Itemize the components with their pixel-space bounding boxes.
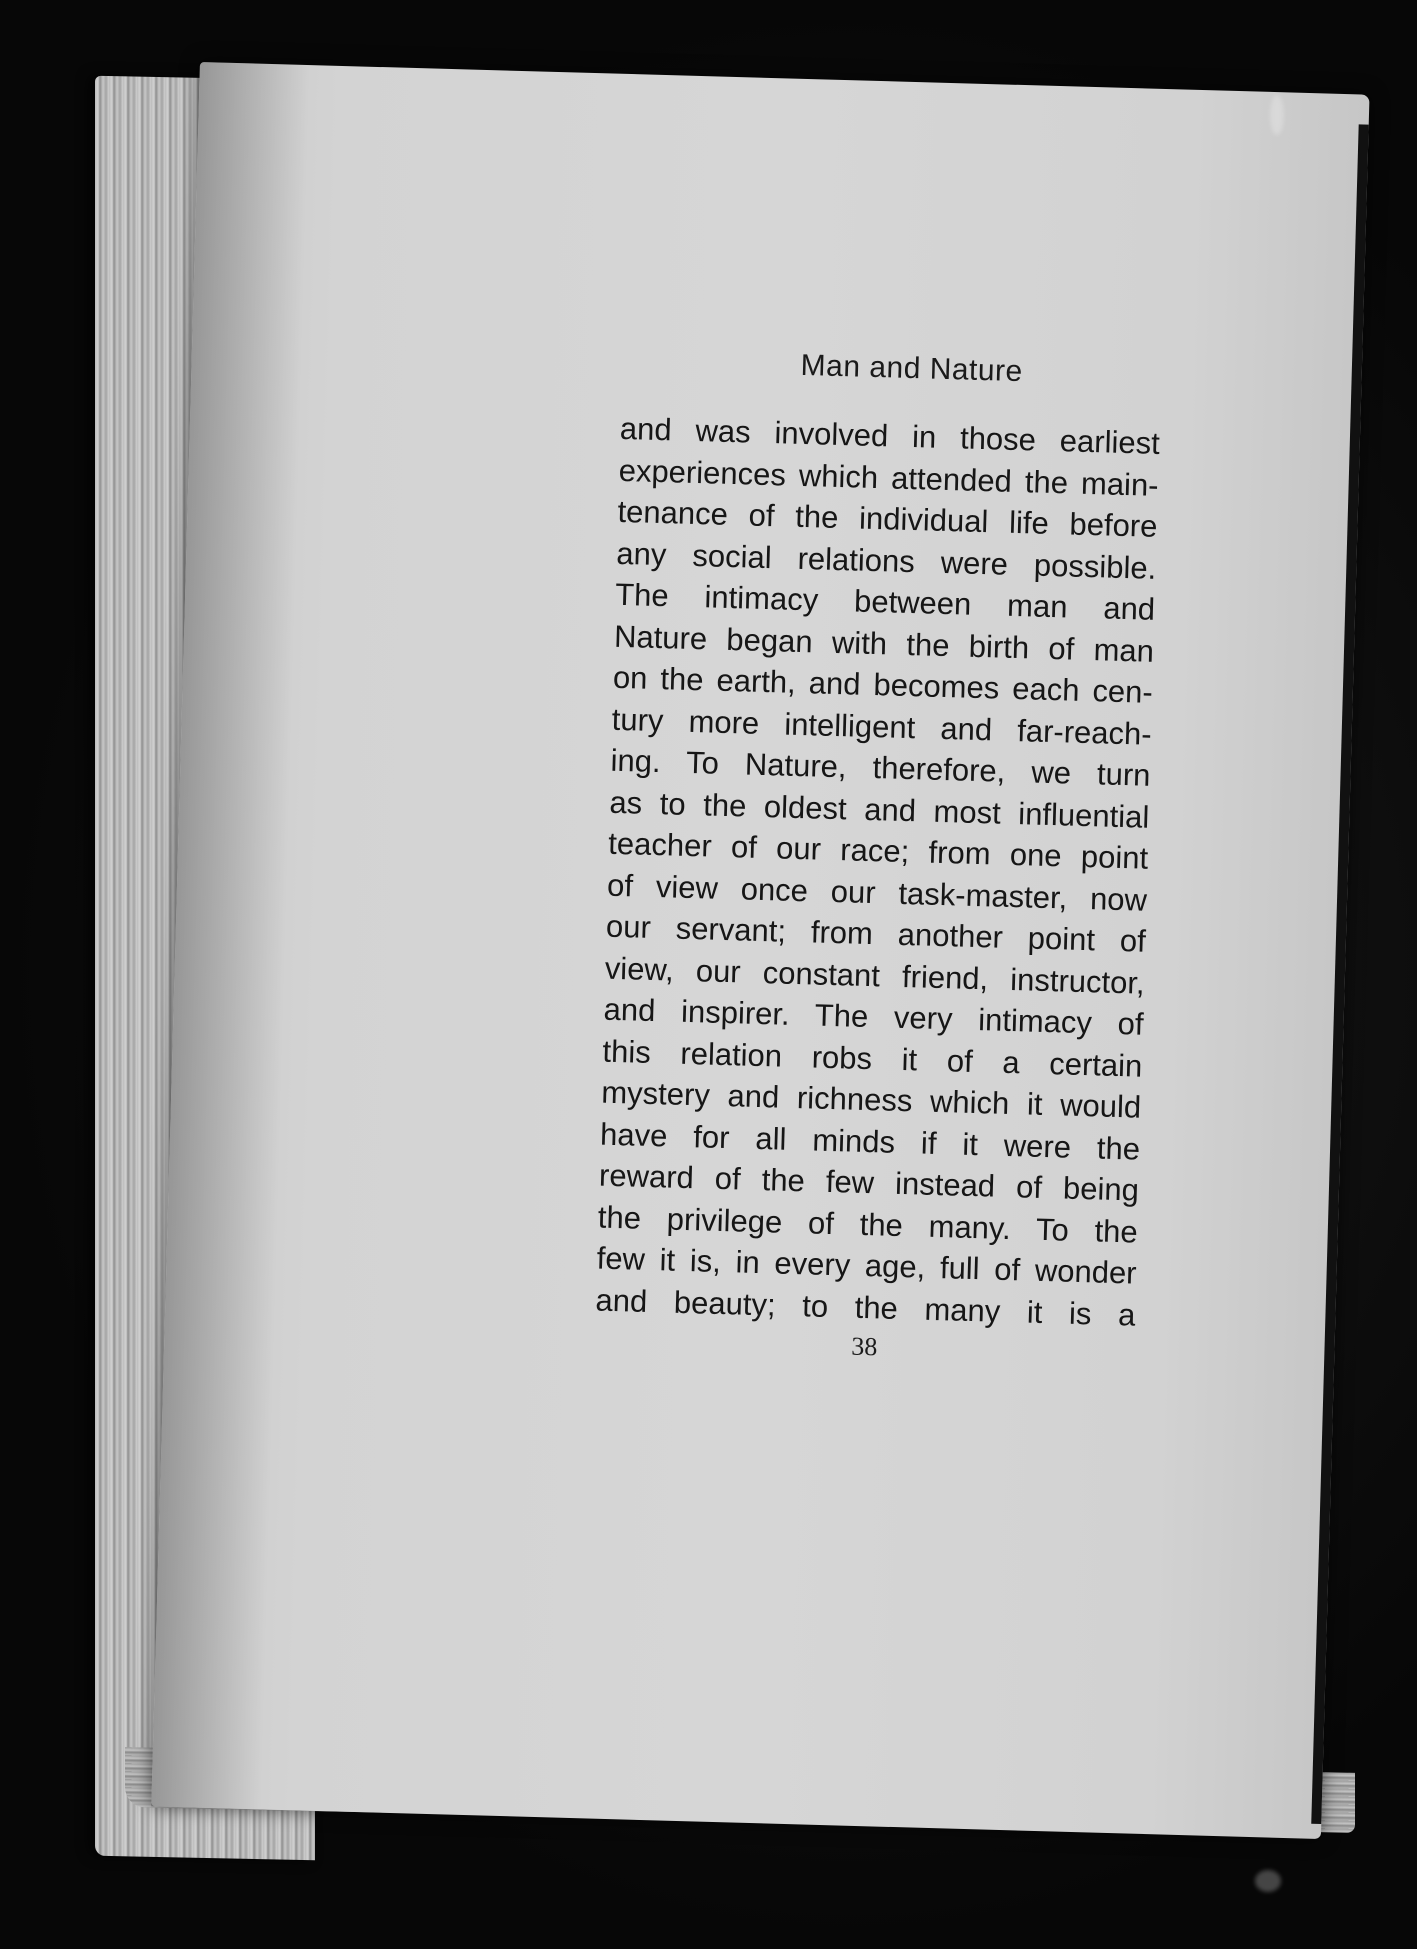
facing-page-edge — [1311, 124, 1368, 1824]
text-line: as to the oldest and most influential — [609, 784, 1150, 835]
text-line: ing. To Nature, therefore, we turn — [610, 742, 1151, 793]
text-line: teacher of our race; from one point — [607, 825, 1149, 876]
scan-speck — [1255, 1870, 1281, 1892]
text-line: and inspirer. The very intimacy of — [603, 991, 1144, 1042]
text-line: have for all minds if it were the — [599, 1116, 1141, 1167]
text-line: any social relations were possible. — [615, 535, 1157, 586]
text-line: the privilege of the many. To the — [597, 1199, 1139, 1250]
scan-speck — [1270, 95, 1284, 135]
text-line: The intimacy between man and — [614, 576, 1156, 627]
text-line: on the earth, and becomes each cen- — [612, 659, 1154, 710]
body-text — [595, 408, 1160, 1336]
text-line: experiences which attended the main- — [618, 452, 1160, 503]
text-line: mystery and richness which it would — [600, 1074, 1142, 1125]
text-line: reward of the few instead of being — [598, 1157, 1140, 1208]
text-line: few it is, in every age, full of wonder — [596, 1240, 1138, 1291]
text-line: this relation robs it of a certain — [602, 1033, 1143, 1084]
text-line: our servant; from another point of — [605, 908, 1147, 959]
page-number: 38 — [850, 1331, 878, 1362]
text-line: and beauty; to the many it is a — [595, 1282, 1136, 1333]
book-page — [151, 62, 1369, 1839]
text-line: and was involved in those earliest — [619, 410, 1161, 461]
text-line: tenance of the individual life before — [617, 493, 1158, 544]
text-line: Nature began with the birth of man — [613, 618, 1155, 669]
page-text-block — [594, 344, 1162, 1370]
text-line: view, our constant friend, instructor, — [604, 950, 1146, 1001]
text-line: of view once our task-master, now — [606, 867, 1148, 918]
running-head: Man and Nature — [800, 348, 1024, 389]
text-line: tury more intelligent and far-reach- — [611, 701, 1153, 752]
